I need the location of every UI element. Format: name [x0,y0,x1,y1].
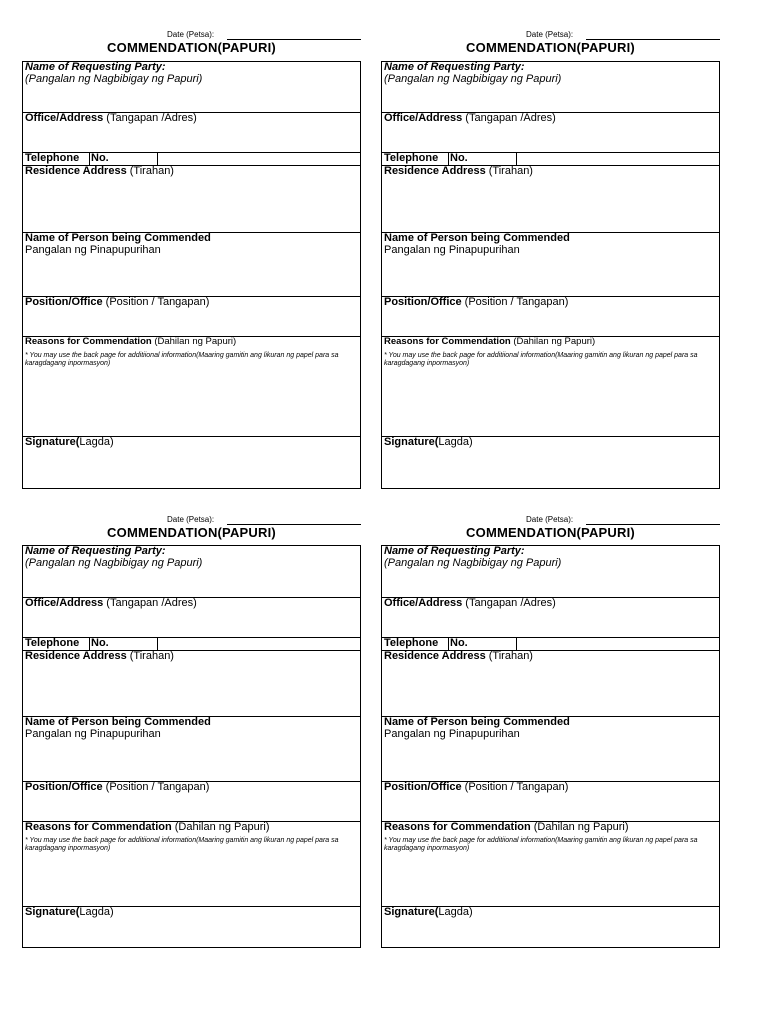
telephone-no-cell [448,153,517,165]
residence-sublabel: (Tirahan) [485,650,533,662]
residence-label: Residence Address [25,650,127,662]
position-sublabel: (Position / Tangapan) [461,781,569,793]
signature-label: Signature( [25,906,80,918]
position-label: Position/Office [25,296,103,308]
residence-sublabel: (Tirahan) [126,165,174,177]
reasons-field[interactable] [382,822,719,907]
reasons-note: * You may use the back page for additiional information(Maaring gamitin ang likuran ng papel para sa karagdagang inpormasyon) [25,352,339,367]
form-table [22,545,361,948]
position-label: Position/Office [384,296,462,308]
requesting-party-field[interactable] [382,62,719,113]
office-sublabel: (Tangapan /Adres) [462,597,556,609]
position-office-field[interactable] [382,782,719,822]
reasons-field[interactable] [23,337,360,437]
requesting-party-field[interactable] [23,62,360,113]
office-label: Office/Address [25,112,104,124]
reasons-label: Reasons for Commendation [25,336,152,347]
requesting-party-label: Name of Requesting Party: [25,61,166,73]
commended-label: Name of Person being Commended [384,716,570,728]
commended-label: Name of Person being Commended [25,232,211,244]
signature-field[interactable] [23,437,360,489]
reasons-sublabel: (Dahilan ng Papuri) [530,821,629,833]
form-title: COMMENDATION(PAPURI) [466,40,635,55]
office-address-field[interactable] [23,598,360,638]
reasons-sublabel: (Dahilan ng Papuri) [510,336,596,347]
signature-label: Signature( [384,436,439,448]
office-label: Office/Address [25,597,104,609]
telephone-label: Telephone [384,152,439,164]
residence-sublabel: (Tirahan) [485,165,533,177]
form-title: COMMENDATION(PAPURI) [107,525,276,540]
position-sublabel: (Position / Tangapan) [102,781,210,793]
residence-sublabel: (Tirahan) [126,650,174,662]
office-sublabel: (Tangapan /Adres) [103,597,197,609]
form-table [381,61,720,489]
commended-person-field[interactable] [382,717,719,782]
position-label: Position/Office [384,781,462,793]
reasons-label: Reasons for Commendation [25,821,172,833]
residence-address-field[interactable] [23,166,360,233]
commended-person-field[interactable] [382,233,719,297]
requesting-party-sublabel: (Pangalan ng Nagbibigay ng Papuri) [25,73,203,85]
office-sublabel: (Tangapan /Adres) [103,112,197,124]
requesting-party-sublabel: (Pangalan ng Nagbibigay ng Papuri) [384,73,562,85]
form-table [22,61,361,489]
residence-label: Residence Address [384,165,486,177]
reasons-field[interactable] [382,337,719,437]
telephone-label: Telephone [25,637,80,649]
telephone-label-cell [23,153,90,165]
signature-label: Signature( [384,906,439,918]
signature-sublabel: Lagda) [79,436,114,448]
telephone-no-label: No. [450,152,468,164]
commended-sublabel: Pangalan ng Pinapupurihan [384,244,520,256]
telephone-label: Telephone [25,152,80,164]
date-label: Date (Petsa): [167,515,215,524]
requesting-party-label: Name of Requesting Party: [384,61,525,73]
office-sublabel: (Tangapan /Adres) [462,112,556,124]
residence-label: Residence Address [384,650,486,662]
requesting-party-sublabel: (Pangalan ng Nagbibigay ng Papuri) [25,557,203,569]
office-address-field[interactable] [382,598,719,638]
telephone-no-cell [448,638,517,650]
date-label: Date (Petsa): [167,30,215,39]
telephone-no-label: No. [91,637,109,649]
signature-field[interactable] [382,437,719,489]
telephone-no-label: No. [91,152,109,164]
requesting-party-sublabel: (Pangalan ng Nagbibigay ng Papuri) [384,557,562,569]
reasons-label: Reasons for Commendation [384,821,531,833]
residence-address-field[interactable] [382,651,719,717]
position-sublabel: (Position / Tangapan) [102,296,210,308]
reasons-note: * You may use the back page for additiional information(Maaring gamitin ang likuran ng papel para sa karagdagang inpormasyon) [384,352,698,367]
telephone-label-cell [382,638,449,650]
signature-field[interactable] [382,907,719,948]
form-title: COMMENDATION(PAPURI) [466,525,635,540]
telephone-label: Telephone [384,637,439,649]
form-title: COMMENDATION(PAPURI) [107,40,276,55]
reasons-note: * You may use the back page for additiional information(Maaring gamitin ang likuran ng papel para sa karagdagang inpormasyon) [384,837,698,852]
date-label: Date (Petsa): [526,30,574,39]
signature-sublabel: Lagda) [438,436,473,448]
position-sublabel: (Position / Tangapan) [461,296,569,308]
commended-sublabel: Pangalan ng Pinapupurihan [384,728,520,740]
reasons-sublabel: (Dahilan ng Papuri) [171,821,270,833]
signature-field[interactable] [23,907,360,948]
requesting-party-field[interactable] [382,546,719,598]
signature-sublabel: Lagda) [79,906,114,918]
signature-label: Signature( [25,436,80,448]
commended-sublabel: Pangalan ng Pinapupurihan [25,728,161,740]
telephone-no-cell [89,153,158,165]
telephone-no-label: No. [450,637,468,649]
commended-sublabel: Pangalan ng Pinapupurihan [25,244,161,256]
office-label: Office/Address [384,112,463,124]
office-address-field[interactable] [382,113,719,153]
telephone-no-cell [89,638,158,650]
form-table [381,545,720,948]
residence-label: Residence Address [25,165,127,177]
date-label: Date (Petsa): [526,515,574,524]
reasons-field[interactable] [23,822,360,907]
requesting-party-label: Name of Requesting Party: [25,545,166,557]
office-label: Office/Address [384,597,463,609]
reasons-note: * You may use the back page for additiional information(Maaring gamitin ang likuran ng papel para sa karagdagang inpormasyon) [25,837,339,852]
position-office-field[interactable] [23,297,360,337]
telephone-label-cell [382,153,449,165]
commended-label: Name of Person being Commended [25,716,211,728]
reasons-sublabel: (Dahilan ng Papuri) [151,336,237,347]
telephone-label-cell [23,638,90,650]
commended-person-field[interactable] [23,233,360,297]
commended-label: Name of Person being Commended [384,232,570,244]
residence-address-field[interactable] [382,166,719,233]
position-label: Position/Office [25,781,103,793]
commended-person-field[interactable] [23,717,360,782]
office-address-field[interactable] [23,113,360,153]
position-office-field[interactable] [23,782,360,822]
reasons-label: Reasons for Commendation [384,336,511,347]
position-office-field[interactable] [382,297,719,337]
requesting-party-field[interactable] [23,546,360,598]
signature-sublabel: Lagda) [438,906,473,918]
requesting-party-label: Name of Requesting Party: [384,545,525,557]
residence-address-field[interactable] [23,651,360,717]
